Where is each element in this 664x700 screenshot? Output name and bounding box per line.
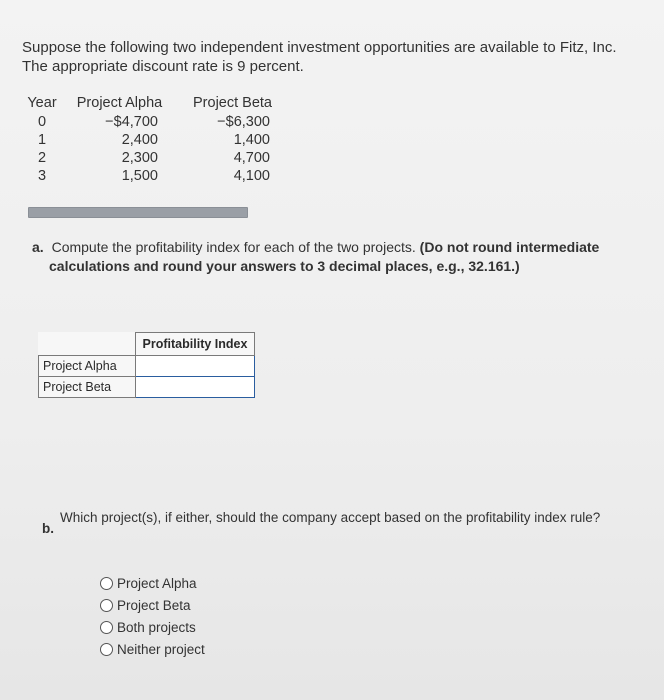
table-row <box>22 167 288 185</box>
pi-row-label-alpha: Project Alpha <box>39 356 136 377</box>
option-neither-project[interactable] <box>100 638 205 660</box>
year-cell: 1 <box>37 132 47 148</box>
alpha-cash-flow: 1,500 <box>121 168 158 184</box>
radio-button-icon[interactable] <box>100 621 113 634</box>
year-cell: 3 <box>37 168 47 184</box>
option-project-beta[interactable] <box>100 594 205 616</box>
header-project-alpha: Project Alpha <box>76 95 163 111</box>
beta-cash-flow: −$6,300 <box>217 114 270 130</box>
cash-flow-table <box>22 94 288 185</box>
beta-cash-flow: 4,100 <box>233 168 270 184</box>
pi-row-label-beta: Project Beta <box>39 377 136 398</box>
table-row <box>22 131 288 149</box>
question-b <box>42 509 632 536</box>
profitability-index-table <box>38 332 255 398</box>
option-project-alpha[interactable] <box>100 572 205 594</box>
pi-beta-input[interactable] <box>136 377 254 397</box>
radio-button-icon[interactable] <box>100 599 113 612</box>
question-b-text: Which project(s), if either, should the company accept based on the profitability index rule? <box>60 510 601 525</box>
option-label: Neither project <box>117 641 205 657</box>
pi-alpha-input[interactable] <box>136 356 254 376</box>
question-a-text: Compute the profitability index for each of the two projects. <box>51 239 416 255</box>
option-both-projects[interactable] <box>100 616 205 638</box>
pi-column-header: Profitability Index <box>136 333 255 356</box>
option-label: Project Beta <box>117 597 191 613</box>
beta-cash-flow: 4,700 <box>233 150 270 166</box>
question-a-letter: a. <box>32 239 44 255</box>
table-row <box>39 377 255 398</box>
year-cell: 2 <box>37 150 47 166</box>
question-b-letter: b. <box>42 521 54 536</box>
cash-flow-header-row <box>22 94 288 113</box>
question-a-instruction: (Do not round intermediate calculations and round your answers to 3 decimal places, e.g., 32.161.) <box>49 239 600 274</box>
option-label: Project Alpha <box>117 575 197 591</box>
radio-button-icon[interactable] <box>100 643 113 656</box>
pi-corner-cell <box>39 333 136 356</box>
pi-alpha-cell[interactable] <box>136 356 255 377</box>
answer-options <box>100 572 205 660</box>
header-year: Year <box>27 95 57 111</box>
alpha-cash-flow: 2,400 <box>121 132 158 148</box>
horizontal-scrollbar[interactable] <box>28 207 248 218</box>
alpha-cash-flow: −$4,700 <box>105 114 158 130</box>
beta-cash-flow: 1,400 <box>233 132 270 148</box>
pi-header-row <box>39 333 255 356</box>
question-a <box>32 238 632 276</box>
year-cell: 0 <box>37 114 47 130</box>
pi-beta-cell[interactable] <box>136 377 255 398</box>
problem-statement: Suppose the following two independent investment opportunities are available to Fitz, Inc. The appropriate discount rate is 9 percent. <box>22 39 617 75</box>
table-row <box>39 356 255 377</box>
table-row <box>22 113 288 131</box>
radio-button-icon[interactable] <box>100 577 113 590</box>
alpha-cash-flow: 2,300 <box>121 150 158 166</box>
option-label: Both projects <box>117 619 196 635</box>
header-project-beta: Project Beta <box>193 95 272 111</box>
table-row <box>22 149 288 167</box>
